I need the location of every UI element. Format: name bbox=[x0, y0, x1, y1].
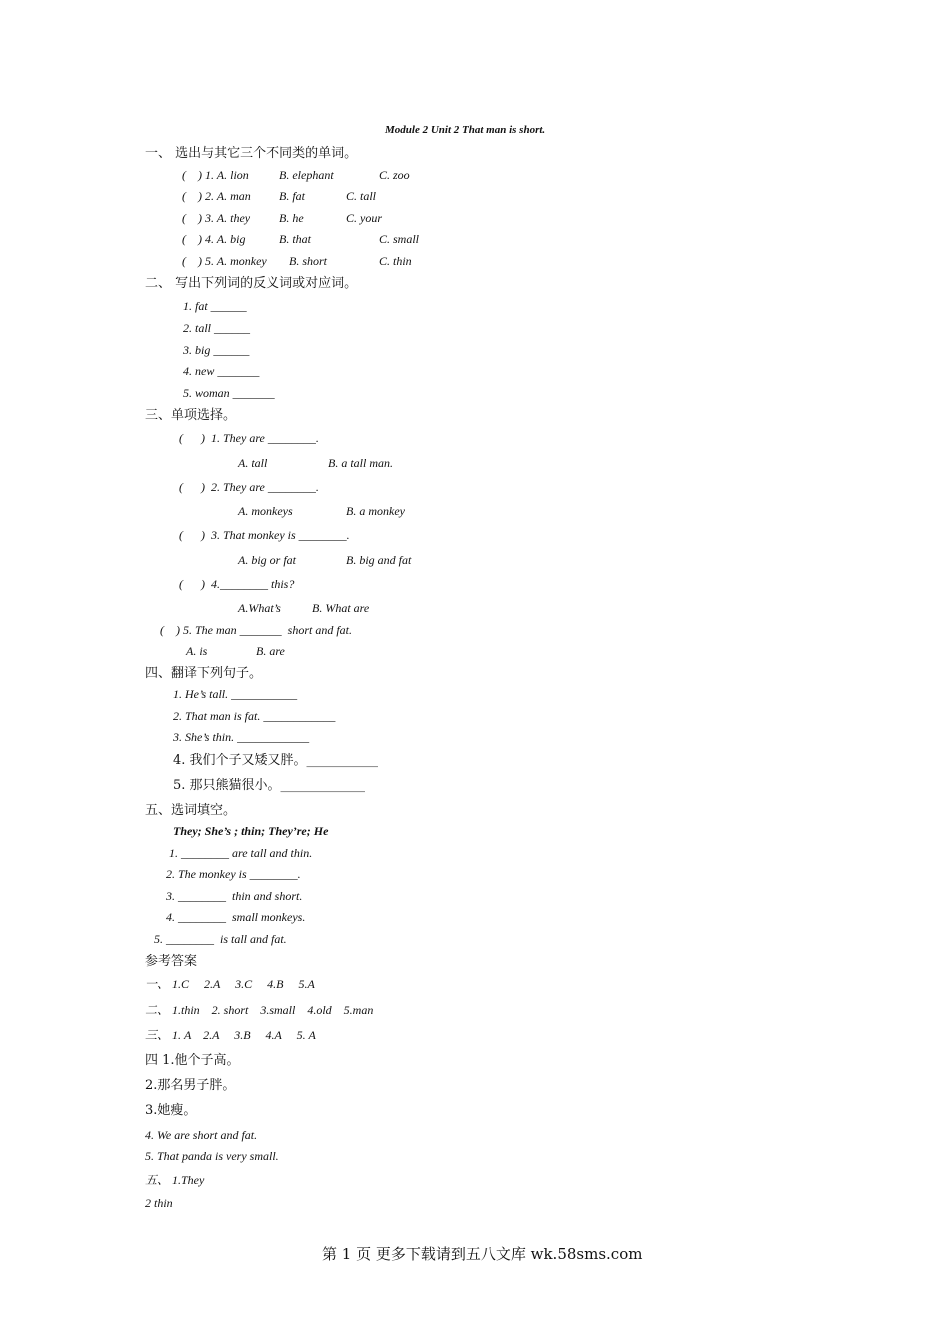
s1-q2-c: C. tall bbox=[346, 189, 377, 203]
s2-item-2: 2. tall ______ bbox=[183, 321, 251, 335]
s4-item-3: 3. She’s thin. ____________ bbox=[173, 730, 310, 744]
s3-q5-a: A. is bbox=[186, 644, 208, 658]
answers-line-7: 4. We are short and fat. bbox=[145, 1128, 258, 1142]
s3-q3-b: B. big and fat bbox=[346, 553, 412, 567]
s3-q1-a: A. tall bbox=[238, 456, 268, 470]
answers-line-9: 五、 1.They bbox=[145, 1173, 205, 1187]
s3-q4-b: B. What are bbox=[312, 601, 370, 615]
s3-q3-a: A. big or fat bbox=[238, 553, 297, 567]
s3-q1-b: B. a tall man. bbox=[328, 456, 393, 470]
answers-line-6: 3.她瘦。 bbox=[145, 1103, 197, 1118]
s1-q4: ( ) 4. A. big bbox=[182, 232, 246, 246]
s4-item-1: 1. He’s tall. ___________ bbox=[173, 687, 298, 701]
s1-q2: ( ) 2. A. man bbox=[182, 189, 251, 203]
section-4-heading: 四、翻译下列句子。 bbox=[145, 666, 263, 681]
page-footer: 第 1 页 更多下载请到五八文库 wk.58sms.com bbox=[322, 1245, 643, 1263]
answers-line-4: 四 1.他个子高。 bbox=[145, 1053, 240, 1068]
s4-item-2: 2. That man is fat. ____________ bbox=[173, 709, 336, 723]
s3-q1: ( ) 1. They are ________. bbox=[179, 431, 319, 445]
s1-q3-c: C. your bbox=[346, 211, 382, 225]
s1-q4-c: C. small bbox=[379, 232, 420, 246]
s5-item-4: 4. ________ small monkeys. bbox=[166, 910, 306, 924]
s1-q1: ( ) 1. A. lion bbox=[182, 168, 249, 182]
s3-q2-a: A. monkeys bbox=[238, 504, 293, 518]
section-3-heading: 三、单项选择。 bbox=[145, 408, 237, 423]
s5-item-5: 5. ________ is tall and fat. bbox=[154, 932, 287, 946]
s1-q5: ( ) 5. A. monkey bbox=[182, 254, 267, 268]
s3-q5-b: B. are bbox=[256, 644, 285, 658]
s3-q3: ( ) 3. That monkey is ________. bbox=[179, 528, 350, 542]
answers-line-5: 2.那名男子胖。 bbox=[145, 1078, 236, 1093]
section-1-heading: 一、 选出与其它三个不同类的单词。 bbox=[145, 146, 358, 161]
s1-q1-b: B. elephant bbox=[279, 168, 334, 182]
s1-q4-b: B. that bbox=[279, 232, 311, 246]
s3-q4-a: A.What’s bbox=[238, 601, 281, 615]
s1-q3: ( ) 3. A. they bbox=[182, 211, 251, 225]
s2-item-3: 3. big ______ bbox=[183, 343, 250, 357]
s2-item-5: 5. woman _______ bbox=[183, 386, 275, 400]
s5-item-1: 1. ________ are tall and thin. bbox=[169, 846, 313, 860]
section-2-heading: 二、 写出下列词的反义词或对应词。 bbox=[145, 276, 358, 291]
section-5-heading: 五、选词填空。 bbox=[145, 803, 237, 818]
s2-item-4: 4. new _______ bbox=[183, 364, 260, 378]
answers-line-3: 三、 1. A 2.A 3.B 4.A 5. A bbox=[145, 1028, 316, 1042]
s3-q5: ( ) 5. The man _______ short and fat. bbox=[160, 623, 352, 637]
s3-q2-b: B. a monkey bbox=[346, 504, 405, 518]
s2-item-1: 1. fat ______ bbox=[183, 299, 247, 313]
answers-line-1: 一、 1.C 2.A 3.C 4.B 5.A bbox=[145, 977, 315, 991]
s3-q2: ( ) 2. They are ________. bbox=[179, 480, 319, 494]
s3-q4: ( ) 4.________ this? bbox=[179, 577, 295, 591]
s1-q1-c: C. zoo bbox=[379, 168, 410, 182]
answers-line-10: 2 thin bbox=[145, 1196, 173, 1210]
answers-line-2: 二、 1.thin 2. short 3.small 4.old 5.man bbox=[145, 1003, 374, 1017]
s1-q2-b: B. fat bbox=[279, 189, 305, 203]
s4-item-4: 4. 我们个子又矮又胖。___________ bbox=[173, 753, 379, 768]
s4-item-5: 5. 那只熊猫很小。_____________ bbox=[173, 778, 366, 793]
s5-item-3: 3. ________ thin and short. bbox=[166, 889, 303, 903]
s5-word-bank: They; She’s ; thin; They’re; He bbox=[173, 824, 329, 838]
answers-line-8: 5. That panda is very small. bbox=[145, 1149, 279, 1163]
answers-heading: 参考答案 bbox=[145, 954, 198, 969]
s1-q5-c: C. thin bbox=[379, 254, 412, 268]
page-title: Module 2 Unit 2 That man is short. bbox=[385, 124, 546, 136]
s1-q5-b: B. short bbox=[289, 254, 328, 268]
s5-item-2: 2. The monkey is ________. bbox=[166, 867, 301, 881]
s1-q3-b: B. he bbox=[279, 211, 304, 225]
